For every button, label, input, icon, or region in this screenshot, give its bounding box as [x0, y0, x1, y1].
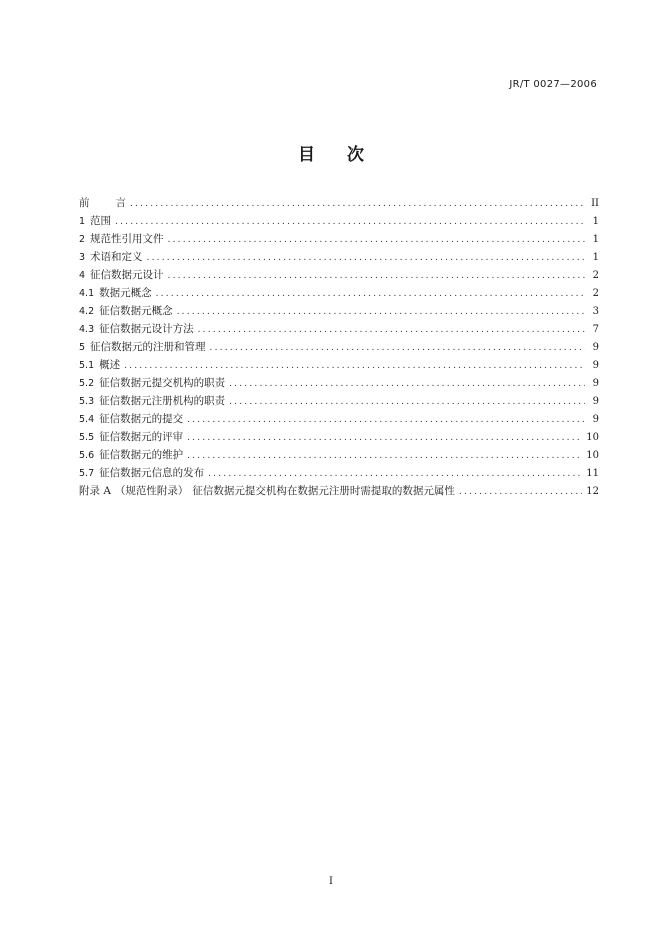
- dot-leader: [156, 286, 585, 302]
- toc-entry[interactable]: [79, 285, 599, 303]
- toc-entry-preface[interactable]: [79, 195, 599, 213]
- toc-label: 前 言: [79, 197, 126, 209]
- appendix-prefix: 附录 A: [79, 485, 111, 497]
- toc-section-number: 5.3: [79, 396, 95, 407]
- toc-label: 规范性引用文件: [90, 233, 164, 245]
- toc-page-number: 10: [586, 450, 599, 461]
- toc-section-number: 5.4: [79, 414, 95, 425]
- toc-section-number: 4.3: [79, 324, 95, 335]
- toc-entry[interactable]: [79, 303, 599, 321]
- toc-section-number: 4: [79, 270, 86, 281]
- dot-leader: [210, 340, 585, 356]
- toc-entry[interactable]: [79, 411, 599, 429]
- toc-label: 征信数据元概念: [99, 305, 173, 317]
- toc-page-number: 9: [592, 378, 599, 389]
- toc-label: 征信数据元设计: [90, 269, 164, 281]
- toc-entry[interactable]: [79, 465, 599, 483]
- toc-section-number: 4.2: [79, 306, 95, 317]
- toc-page-number: 9: [592, 414, 599, 425]
- toc-page-number: 1: [592, 252, 599, 263]
- title-char-2: 次: [347, 145, 364, 165]
- toc-label: 征信数据元的注册和管理: [90, 341, 206, 353]
- table-of-contents: [79, 195, 599, 501]
- toc-entry[interactable]: [79, 213, 599, 231]
- toc-section-number: 5.6: [79, 450, 95, 461]
- toc-label: 数据元概念: [99, 287, 152, 299]
- toc-page-number: II: [591, 198, 599, 209]
- toc-page-number: 9: [592, 342, 599, 353]
- appendix-type: （规范性附录）: [114, 485, 189, 497]
- toc-entry[interactable]: [79, 393, 599, 411]
- toc-entry[interactable]: [79, 339, 599, 357]
- dot-leader: [168, 268, 585, 284]
- toc-entry[interactable]: [79, 429, 599, 447]
- toc-page-number: 7: [592, 324, 599, 335]
- toc-section-number: 5.5: [79, 432, 95, 443]
- toc-entry[interactable]: [79, 375, 599, 393]
- toc-section-number: 2: [79, 234, 86, 245]
- toc-section-number: 3: [79, 252, 86, 263]
- toc-entry-appendix-a[interactable]: [79, 483, 599, 501]
- toc-label: 征信数据元的评审: [99, 431, 184, 443]
- page-title: [0, 140, 662, 165]
- dot-leader: [229, 394, 585, 410]
- toc-entry[interactable]: [79, 321, 599, 339]
- toc-section-number: 5.2: [79, 378, 95, 389]
- toc-label: 征信数据元注册机构的职责: [99, 395, 226, 407]
- appendix-title: 征信数据元提交机构在数据元注册时需提取的数据元属性: [192, 485, 455, 497]
- toc-page-number: 2: [592, 270, 599, 281]
- toc-page-number: 3: [592, 306, 599, 317]
- toc-label: 征信数据元的维护: [99, 449, 184, 461]
- toc-section-number: 5.1: [79, 360, 95, 371]
- dot-leader: [198, 322, 585, 338]
- dot-leader: [130, 196, 585, 212]
- toc-label: 术语和定义: [90, 251, 143, 263]
- toc-label: [79, 483, 455, 499]
- dot-leader: [187, 448, 582, 464]
- dot-leader: [459, 484, 582, 500]
- toc-entry[interactable]: [79, 357, 599, 375]
- dot-leader: [168, 232, 585, 248]
- toc-label: 征信数据元设计方法: [99, 323, 194, 335]
- toc-label: 征信数据元提交机构的职责: [99, 377, 226, 389]
- toc-page-number: 10: [586, 432, 599, 443]
- dot-leader: [124, 358, 585, 374]
- toc-page-number: 1: [592, 234, 599, 245]
- toc-section-number: 5.7: [79, 468, 95, 479]
- standard-code: JR/T 0027—2006: [509, 79, 597, 90]
- toc-label: 征信数据元信息的发布: [99, 467, 205, 479]
- page-number: I: [329, 876, 333, 887]
- dot-leader: [208, 466, 582, 482]
- dot-leader: [115, 214, 585, 230]
- toc-entry[interactable]: [79, 447, 599, 465]
- toc-section-number: 1: [79, 216, 86, 227]
- toc-page-number: 9: [592, 396, 599, 407]
- toc-section-number: 4.1: [79, 288, 95, 299]
- dot-leader: [229, 376, 585, 392]
- toc-label: 概述: [99, 359, 121, 371]
- toc-page-number: 1: [592, 216, 599, 227]
- toc-entry[interactable]: [79, 267, 599, 285]
- toc-section-number: 5: [79, 342, 86, 353]
- dot-leader: [177, 304, 585, 320]
- toc-page-number: 11: [586, 468, 599, 479]
- toc-page-number: 2: [592, 288, 599, 299]
- toc-page-number: 12: [586, 486, 599, 497]
- dot-leader: [187, 412, 585, 428]
- toc-entry[interactable]: [79, 231, 599, 249]
- title-char-1: 目: [298, 145, 315, 165]
- toc-entry[interactable]: [79, 249, 599, 267]
- dot-leader: [147, 250, 585, 266]
- dot-leader: [187, 430, 582, 446]
- toc-page-number: 9: [592, 360, 599, 371]
- toc-label: 征信数据元的提交: [99, 413, 184, 425]
- toc-label: 范围: [90, 215, 112, 227]
